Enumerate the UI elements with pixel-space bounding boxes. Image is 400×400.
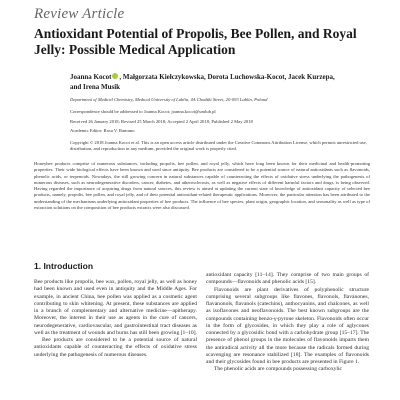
section-heading: 1. Introduction [34, 261, 94, 271]
abstract: Honeybee products comprise of numerous substances, including propolis, bee pollen, and royal jelly, which have long been known for their medicinal and health-promoting properties. Their wide biological effects have been known and used since antiquity. Bee products are considered to be a potential source of natural antioxidants such as flavonoids, phenolic acids, or terpenoids. Nowadays, the still growing concern in natural substances capable of counteracting the effects of oxidative stress underlying the pathogenesis of numerous diseases, such as neurodegenerative disorders, cancer, diabetes, and atherosclerosis, as well as negative effects of different harmful factors and drugs, is being observed. Having regarded the importance of acquiring drugs from natural sources, this review is aimed at updating the current state of knowledge of antioxidant capacity of selected bee products, namely, propolis, bee pollen, and royal jelly, and of their potential antioxidant-related therapeutic applications. Moreover, the particular attention has been attributed to the understanding of the mechanisms underlying antioxidant properties of bee products. The influence of bee species, plant origin, geographic location, and seasonality as well as type of extraction solutions on the composition of bee products extracts were also discussed. [34, 161, 370, 211]
paragraph: Flavonoids are plant derivatives of polyphenolic structure comprising several subgroups like flavones, flavonols, flavanones, flavanonols, flavanols (catechins), anthocyanins, and chalcones, as well as isoflavones and neoflavonoids. The best known subgroups are the compounds containing benzo-γ-pyrone skeleton. Flavonoids often occur in the form of glycosides, in which they play a role of aglycones connected by a glycosidic bond with a carbohydrate group [15–17]. The presence of phenol groups in the molecules of flavonoids imparts them the antiradical activity all the more because the radicals formed during scavenging are resonance stabilized [18]. The examples of flavonoids and their glycosides found in bee products are presented in Figure 1. [206, 286, 369, 365]
affiliation: Department of Medical Chemistry, Medical University of Lublin, 4A Chodźki Street, 20-093 Lublin, Poland [70, 97, 268, 102]
paragraph: The phenolic acids are compounds possessing carboxylic [214, 366, 343, 373]
correspondence: Correspondence should be addressed to Joanna Kocot; joanna.kocot@umlub.pl [70, 109, 216, 114]
paragraph: Bee products like propolis, bee wax, pollen, royal jelly, as well as honey had been known and used even in antiquity and the Middle Ages. For example, in ancient China, bee pollen was applied as a cosmetic agent contributing to skin whitening. At present, these substances are applied in a branch of complementary and alternative medicine—apitherapy. Moreover, the interest in their use as agents in the cure of cancers, neurodegenerative, cardiovascular, and gastrointestinal tract diseases as well as the treatment of wounds and burns has still been growing [1–10]. [34, 279, 197, 336]
academic-editor: Academic Editor: Rosa V. Ramuno [70, 128, 135, 133]
paragraph: antioxidant capacity [11–14]. They comprise of two main groups of compounds—flavonoids and phenolic acids [15]. [206, 272, 369, 286]
copyright-notice: Copyright © 2018 Joanna Kocot et al. This is an open access article distributed under the Creative Commons Attribution License, which permits unrestricted use, distribution, and reproduction in any medium, provided the original work is properly cited. [70, 140, 367, 151]
article-type-label: Review Article [34, 6, 125, 22]
author-last: and Irena Musik [70, 83, 121, 91]
body-column-left [34, 279, 197, 359]
paragraph: Bee products are considered to be a potential source of natural antioxidants capable of counteracting the effects of oxidative stress underlying the pathogenesis of numerous diseases. [34, 337, 197, 358]
author-rest: , Małgorzata Kiełczykowska, Dorota Luchowska-Kocot, Jacek Kurzepa, [119, 73, 335, 81]
body-column-right [206, 272, 369, 374]
article-title: Antioxidant Potential of Propolis, Bee Pollen, and Royal Jelly: Possible Medical Application [34, 26, 357, 57]
author-first: Joanna Kocot [70, 73, 112, 81]
author-list [70, 72, 370, 92]
publication-dates: Received 26 January 2018; Revised 25 March 2018; Accepted 2 April 2018; Published 2 May 2018 [70, 119, 253, 124]
orcid-icon[interactable] [112, 73, 118, 79]
